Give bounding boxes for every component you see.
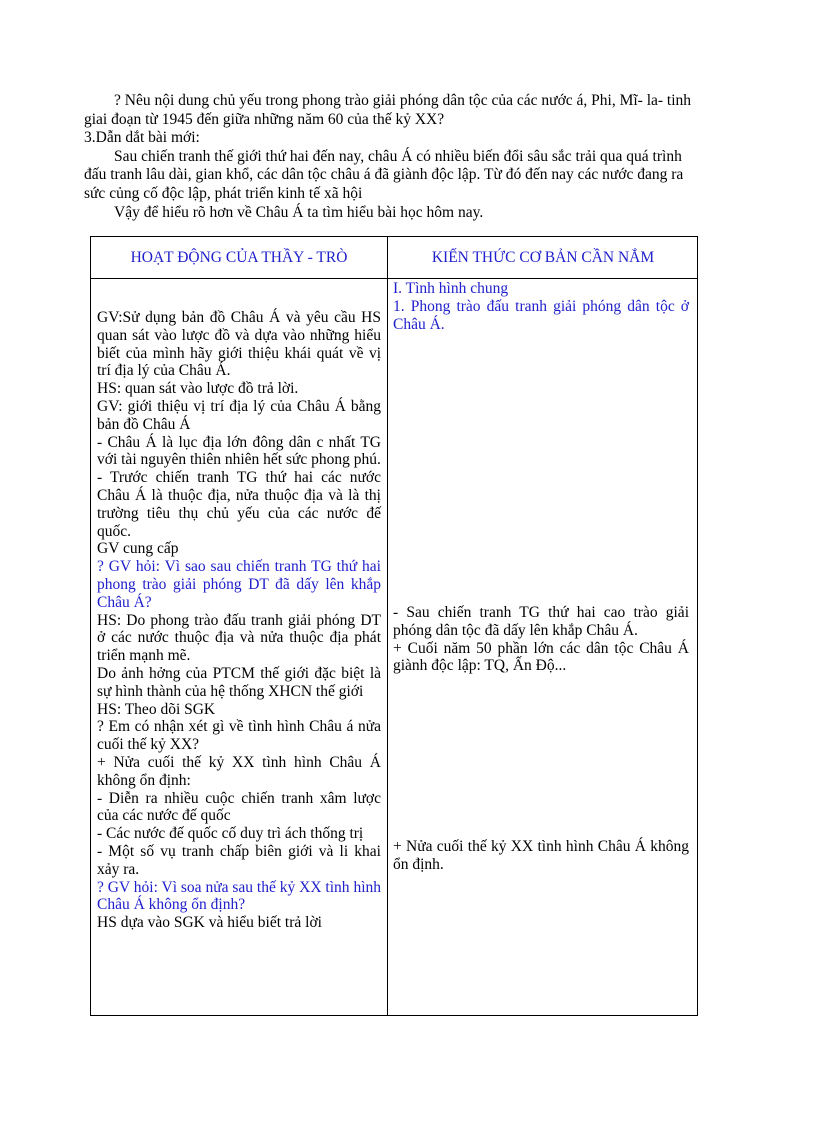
activity-line: + Nửa cuối thế kỷ XX tình hình Châu Á không ổn định: xyxy=(97,753,381,789)
activity-line: HS: Theo dõi SGK xyxy=(97,700,216,718)
activity-line: - Một số vụ tranh chấp biên giới và li khai xảy ra. xyxy=(97,842,381,878)
lesson-table xyxy=(90,236,698,1016)
activity-line: HS: Do phong trào đấu tranh giải phóng DT ở các nước thuộc địa và nửa thuộc địa phát triển mạnh mẽ. xyxy=(97,611,381,665)
knowledge-point: - Sau chiến tranh TG thứ hai cao trào giải phóng dân tộc đã dấy lên khắp Châu Á. xyxy=(393,604,689,639)
review-question: ? Nêu nội dung chủ yếu trong phong trào giải phóng dân tộc của các nước á, Phi, Mĩ- la- tinh giai đoạn từ 1945 đến giữa những năm 60 của thế kỷ XX? xyxy=(84,92,692,128)
activities-cell xyxy=(97,309,381,932)
intro-heading: 3.Dẫn dắt bài mới: xyxy=(84,129,200,147)
activity-line: GV cung cấp xyxy=(97,540,179,558)
teacher-question: ? GV hỏi: Vì sao sau chiến tranh TG thứ hai phong trào giải phóng DT đã dấy lên khắp Châu Á? xyxy=(97,558,381,611)
activity-line: GV: giới thiệu vị trí địa lý của Châu Á bằng bản đồ Châu Á xyxy=(97,397,381,433)
header-knowledge: KIẾN THỨC CƠ BẢN CẦN NẮM xyxy=(431,249,655,266)
activity-line: ? Em có nhận xét gì về tình hình Châu á nửa cuối thế kỷ XX? xyxy=(97,718,381,754)
intro-paragraph: Sau chiến tranh thế giới thứ hai đến nay, châu Á có nhiều biến đổi sâu sắc trải qua quá trình đấu tranh lâu dài, gian khổ, các dân tộc châu á đã giành độc lập. Từ đó đến nay các nước đang ra sức củng cố độc lập, phát triển kinh tế xã hội xyxy=(84,147,684,202)
intro-closing: Vậy để hiểu rõ hơn về Châu Á ta tìm hiểu bài học hôm nay. xyxy=(114,203,484,221)
knowledge-point: + Nửa cuối thế kỷ XX tình hình Châu Á không ổn định. xyxy=(393,838,689,873)
column-divider xyxy=(387,237,388,1015)
activity-line: HS dựa vào SGK và hiểu biết trả lời xyxy=(97,914,322,932)
knowledge-points xyxy=(393,604,689,675)
intro-section xyxy=(84,92,704,222)
activity-line: Do ảnh hởng của PTCM thế giới đặc biệt là sự hình thành của hệ thống XHCN thế giới xyxy=(97,664,381,700)
activity-line: - Diễn ra nhiều cuộc chiến tranh xâm lược của các nước đế quốc xyxy=(97,789,381,825)
activity-line: - Châu Á là lục địa lớn đông dân c nhất TG với tài nguyên thiên nhiên hết sức phong phú. xyxy=(97,433,381,469)
section-title: I. Tình hình chung xyxy=(393,280,509,297)
header-activities: HOẠT ĐỘNG CỦA THẦY - TRÒ xyxy=(130,249,348,266)
knowledge-point: + Cuối năm 50 phần lớn các dân tộc Châu Á giành độc lập: TQ, Ấn Độ... xyxy=(393,639,689,675)
activity-line: GV:Sử dụng bản đồ Châu Á và yêu cầu HS quan sát vào lược đồ và dựa vào những hiểu biết của mình hãy giới thiệu khái quát về vị trí địa lý của Châu Á. xyxy=(97,309,381,380)
activity-line: - Các nước đế quốc cố duy trì ách thống trị xyxy=(97,825,364,843)
teacher-question: ? GV hỏi: Vì soa nửa sau thế kỷ XX tình hình Châu Á không ổn định? xyxy=(97,878,381,914)
subsection-title: 1. Phong trào đấu tranh giải phóng dân tộc ở Châu Á. xyxy=(393,297,689,333)
activity-line: HS: quan sát vào lược đồ trả lời. xyxy=(97,380,299,398)
activity-line: - Trước chiến tranh TG thứ hai các nước Châu Á là thuộc địa, nửa thuộc địa và là thị trường tiêu thụ chủ yếu của các nước đế quốc. xyxy=(97,469,381,540)
knowledge-heading xyxy=(393,280,689,333)
knowledge-points-2 xyxy=(393,838,689,874)
header-divider xyxy=(91,278,697,279)
